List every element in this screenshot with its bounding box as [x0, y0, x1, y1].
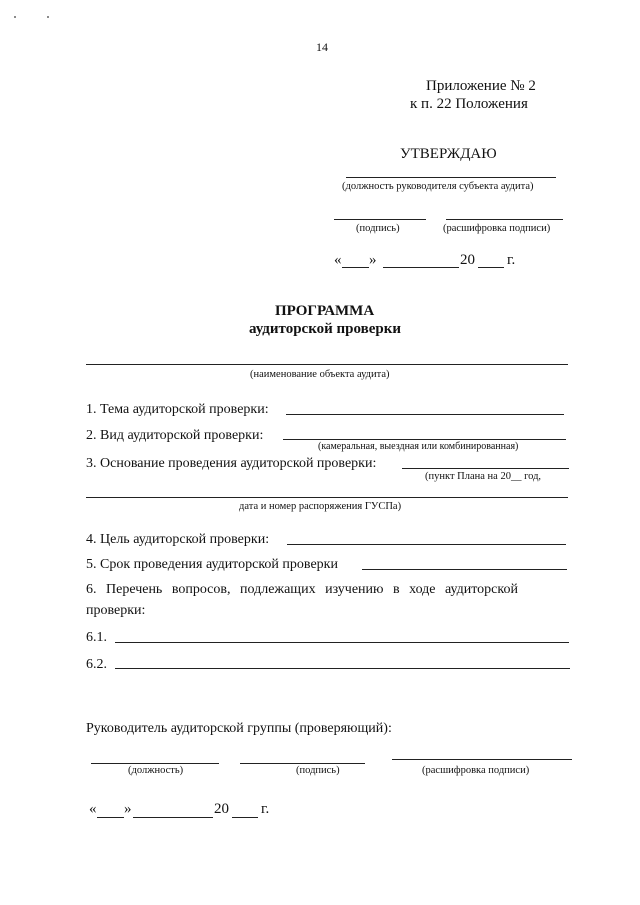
position-caption: (должность руководителя субъекта аудита)	[342, 181, 534, 192]
object-caption: (наименование объекта аудита)	[250, 369, 390, 380]
signature-caption: (подпись)	[356, 223, 400, 234]
decode-caption: (расшифровка подписи)	[443, 223, 551, 234]
scan-speck	[47, 16, 49, 18]
item-2-caption: (камеральная, выездная или комбинированная)	[318, 441, 519, 452]
item-6-line-1: 6. Перечень вопросов, подлежащих изучению в ходе аудиторской	[86, 582, 518, 597]
leader-position-line	[91, 763, 219, 764]
leader-date-month-line	[133, 817, 213, 818]
item-5-label: 5. Срок проведения аудиторской проверки	[86, 557, 338, 572]
leader-signature-caption: (подпись)	[296, 765, 340, 776]
item-2-line	[283, 439, 566, 440]
item-1-label: 1. Тема аудиторской проверки:	[86, 402, 269, 417]
item-6-2-label: 6.2.	[86, 657, 107, 672]
item-3-label: 3. Основание проведения аудиторской проверки:	[86, 456, 377, 471]
item-4-line	[287, 544, 566, 545]
approve-date-year-line	[478, 267, 504, 268]
program-subtitle: аудиторской проверки	[249, 321, 402, 337]
item-6-1-label: 6.1.	[86, 630, 107, 645]
item-3-caption: (пункт Плана на 20__ год,	[425, 471, 542, 482]
leader-title: Руководитель аудиторской группы (проверяющий):	[86, 721, 392, 736]
item-3-caption-2: дата и номер распоряжения ГУСПа)	[239, 501, 402, 512]
item-4-label: 4. Цель аудиторской проверки:	[86, 532, 270, 547]
scan-speck	[14, 16, 16, 18]
page-number: 14	[316, 40, 328, 54]
item-5-line	[362, 569, 567, 570]
item-6-1-line	[115, 642, 569, 643]
item-2-label: 2. Вид аудиторской проверки:	[86, 428, 264, 443]
approve-date-day-line	[342, 267, 369, 268]
leader-date-year-line	[232, 817, 258, 818]
item-3-line-2	[86, 497, 568, 498]
approve-date-open: «	[334, 252, 342, 268]
item-1-line	[286, 414, 564, 415]
leader-date-close: »	[124, 801, 132, 817]
leader-date-open: «	[89, 801, 97, 817]
appendix-line-1: Приложение № 2	[426, 78, 536, 94]
approve-date-month-line	[383, 267, 459, 268]
object-line	[86, 364, 568, 365]
approve-date-close: »	[369, 252, 377, 268]
leader-date-year: 20	[214, 801, 229, 817]
leader-date-suffix: г.	[261, 801, 270, 817]
leader-signature-line	[240, 763, 365, 764]
approve-date-suffix: г.	[507, 252, 516, 268]
item-6-2-line	[115, 668, 570, 669]
position-line	[346, 177, 556, 178]
leader-date-day-line	[97, 817, 124, 818]
leader-position-caption: (должность)	[128, 765, 184, 776]
approve-title: УТВЕРЖДАЮ	[400, 146, 497, 162]
program-title: ПРОГРАММА	[275, 303, 375, 319]
appendix-line-2: к п. 22 Положения	[410, 96, 528, 112]
signature-line	[334, 219, 426, 220]
approve-date-year: 20	[460, 252, 475, 268]
item-3-line	[402, 468, 569, 469]
decode-line	[446, 219, 563, 220]
leader-decode-caption: (расшифровка подписи)	[422, 765, 530, 776]
leader-decode-line	[392, 759, 572, 760]
item-6-line-2: проверки:	[86, 603, 146, 618]
